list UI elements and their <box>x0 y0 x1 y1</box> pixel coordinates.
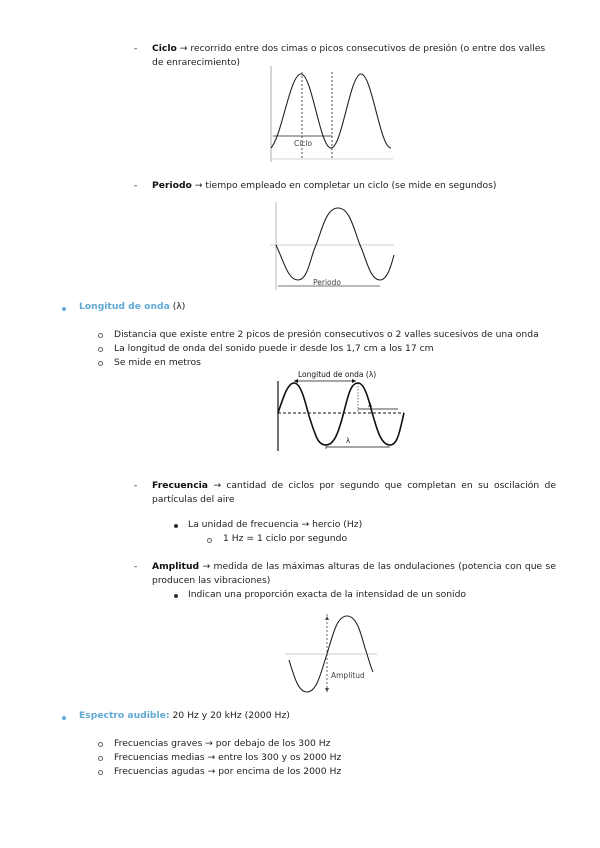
ciclo-wave-1 <box>271 74 331 148</box>
periodo-desc: → tiempo empleado en completar un ciclo (se mide en segundos) <box>191 180 497 191</box>
dash-bullet: - <box>134 561 138 572</box>
circle-bullet <box>98 770 103 775</box>
longitud-figure-title: Longitud de onda (λ) <box>298 370 377 379</box>
espectro-item-3: Frecuencias agudas → por encima de los 2000 Hz <box>114 766 342 777</box>
frecuencia-sub: La unidad de frecuencia → hercio (Hz) <box>188 519 363 530</box>
circle-bullet <box>98 756 103 761</box>
amplitud-term: Amplitud <box>152 561 200 572</box>
longitud-term: Longitud de onda <box>79 301 170 312</box>
amplitud-wave-figure <box>285 612 377 696</box>
longitud-item-1: Distancia que existe entre 2 picos de presión consecutivos o 2 valles sucesivos de una onda <box>114 329 539 340</box>
espectro-term: Espectro audible: <box>79 710 170 721</box>
longitud-heading <box>79 300 185 314</box>
periodo-figure-label: Periodo <box>313 278 341 287</box>
bullet-dot <box>62 307 66 311</box>
amplitud-figure-label: Amplitud <box>331 671 365 680</box>
longitud-lambda-2: λ <box>346 437 351 445</box>
espectro-desc: 20 Hz y 20 kHz (2000 Hz) <box>169 710 290 721</box>
espectro-heading <box>79 709 290 723</box>
ciclo-wave-figure <box>268 66 396 162</box>
periodo-wave-figure <box>268 200 396 292</box>
periodo-definition <box>152 179 557 193</box>
dash-bullet: - <box>134 43 138 54</box>
square-bullet <box>174 524 178 528</box>
longitud-symbol: (λ) <box>169 301 186 312</box>
bullet-dot <box>62 716 66 720</box>
amplitud-desc: → medida de las máximas alturas de las ondulaciones (potencia con que se producen las vibraciones) <box>152 561 556 586</box>
frecuencia-subsub: 1 Hz = 1 ciclo por segundo <box>223 533 348 544</box>
frecuencia-desc: → cantidad de ciclos por segundo que completan en su oscilación de partículas del aire <box>152 480 556 505</box>
ciclo-term: Ciclo <box>152 43 177 54</box>
amplitud-definition <box>152 560 556 588</box>
longitud-wave-figure <box>272 367 408 455</box>
circle-bullet <box>98 742 103 747</box>
frecuencia-term: Frecuencia <box>152 480 209 491</box>
longitud-item-2: La longitud de onda del sonido puede ir desde los 1,7 cm a los 17 cm <box>114 343 434 354</box>
longitud-wave <box>278 383 404 445</box>
ciclo-figure-label: Ciclo <box>294 139 313 148</box>
periodo-wave <box>276 208 394 280</box>
amplitud-sub: Indican una proporción exacta de la intensidad de un sonido <box>188 589 467 600</box>
frecuencia-definition <box>152 479 556 507</box>
longitud-item-3: Se mide en metros <box>114 357 201 368</box>
espectro-item-1: Frecuencias graves → por debajo de los 300 Hz <box>114 738 331 749</box>
square-bullet <box>174 594 178 598</box>
longitud-lambda-1: λ <box>368 401 373 409</box>
periodo-term: Periodo <box>152 180 192 191</box>
espectro-item-2: Frecuencias medias → entre los 300 y os 2000 Hz <box>114 752 342 763</box>
circle-bullet <box>98 347 103 352</box>
dash-bullet: - <box>134 480 138 491</box>
ciclo-desc: → recorrido entre dos cimas o picos consecutivos de presión (o entre dos valles de enrarecimiento) <box>152 43 546 68</box>
ciclo-wave-2 <box>331 74 391 148</box>
dash-bullet: - <box>134 180 138 191</box>
circle-bullet <box>98 333 103 338</box>
circle-bullet <box>207 538 212 543</box>
circle-bullet <box>98 361 103 366</box>
